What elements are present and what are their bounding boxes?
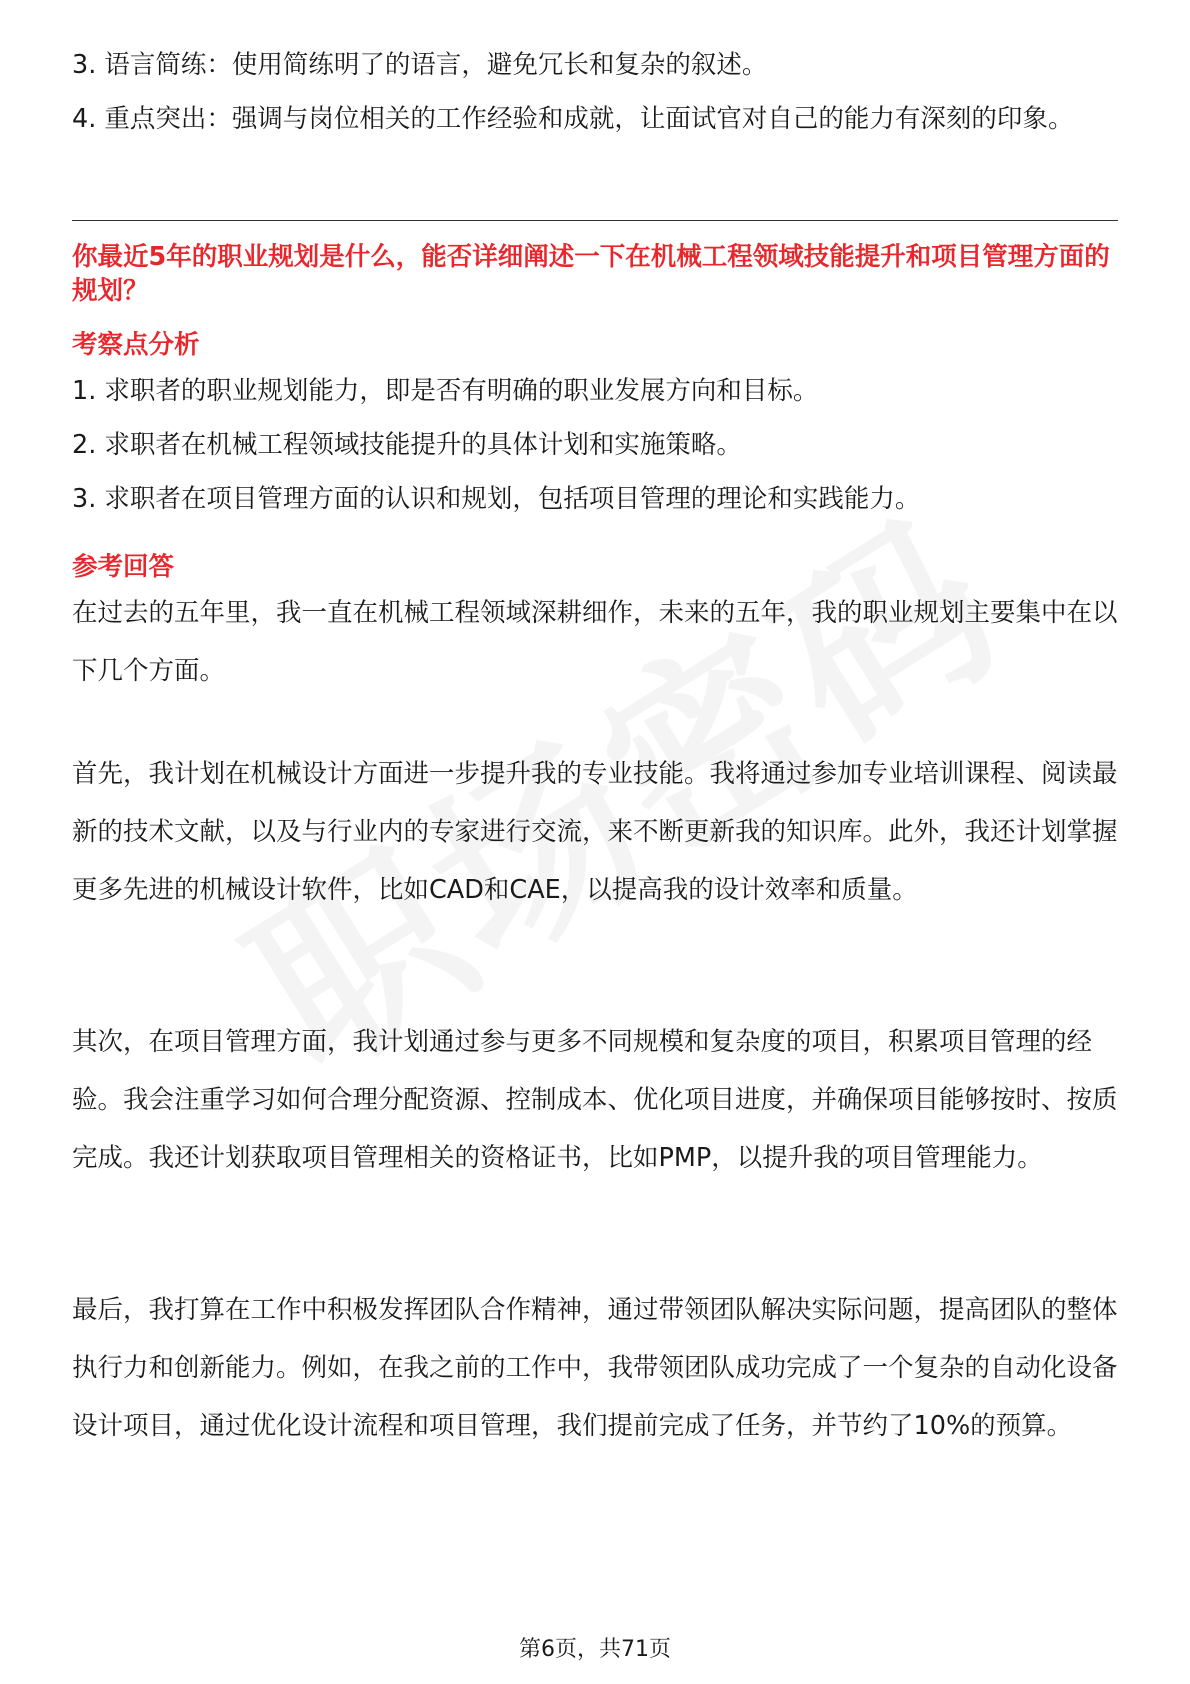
answer-paragraph-3: 其次，在项目管理方面，我计划通过参与更多不同规模和复杂度的项目，积累项目管理的经验。我会注重学习如何合理分配资源、控制成本、优化项目进度，并确保项目能够按时、按质完成。我还计划获取项目管理相关的资格证书，比如PMP，以提升我的项目管理能力。: [72, 1027, 1118, 1173]
section-divider: [72, 220, 1118, 221]
page-footer: 第6页，共71页: [519, 1637, 671, 1662]
analysis-item-3: 3. 求职者在项目管理方面的认识和规划，包括项目管理的理论和实践能力。: [72, 484, 921, 514]
answer-paragraph-4: 最后，我打算在工作中积极发挥团队合作精神，通过带领团队解决实际问题，提高团队的整体执行力和创新能力。例如，在我之前的工作中，我带领团队成功完成了一个复杂的自动化设备设计项目，通过优化设计流程和项目管理，我们提前完成了任务，并节约了10%的预算。: [72, 1295, 1118, 1441]
analysis-heading: 考察点分析: [72, 330, 200, 360]
answer-heading: 参考回答: [72, 552, 175, 582]
answer-paragraph-2: 首先，我计划在机械设计方面进一步提升我的专业技能。我将通过参加专业培训课程、阅读最新的技术文献，以及与行业内的专家进行交流，来不断更新我的知识库。此外，我还计划掌握更多先进的机械设计软件，比如CAD和CAE，以提高我的设计效率和质量。: [72, 759, 1118, 905]
intro-item-3: 3. 语言简练：使用简练明了的语言，避免冗长和复杂的叙述。: [72, 50, 768, 80]
analysis-item-2: 2. 求职者在机械工程领域技能提升的具体计划和实施策略。: [72, 430, 742, 460]
intro-item-4: 4. 重点突出：强调与岗位相关的工作经验和成就，让面试官对自己的能力有深刻的印象。: [72, 104, 1074, 134]
answer-paragraph-1: 在过去的五年里，我一直在机械工程领域深耕细作，未来的五年，我的职业规划主要集中在以下几个方面。: [72, 598, 1118, 686]
question-title: 你最近5年的职业规划是什么，能否详细阐述一下在机械工程领域技能提升和项目管理方面的规划？: [72, 242, 1110, 306]
analysis-item-1: 1. 求职者的职业规划能力，即是否有明确的职业发展方向和目标。: [72, 376, 819, 406]
